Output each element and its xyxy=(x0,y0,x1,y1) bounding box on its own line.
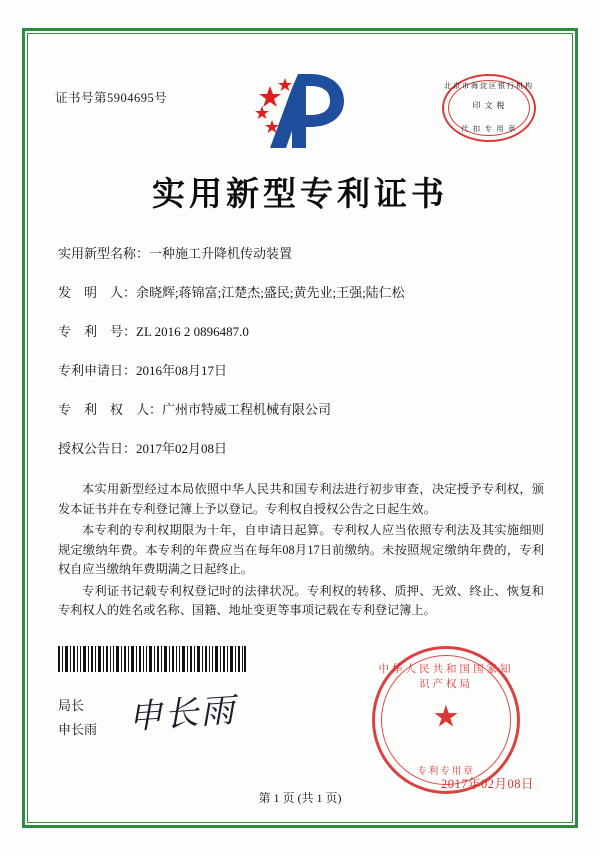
patent-p-emblem xyxy=(240,68,360,154)
field-row-patentee xyxy=(58,400,546,420)
field-row-filing-date xyxy=(58,361,546,381)
seal-top-line1: 北京市海淀区银行机构 xyxy=(444,82,534,90)
legal-body-text xyxy=(58,480,544,623)
star-icon: ★ xyxy=(432,700,460,734)
seal-main-arc-top: 中华人民共和国国家知识产权局 xyxy=(378,664,514,690)
field-value-patent-no: ZL 2016 2 0896487.0 xyxy=(136,324,249,339)
field-label-inventors: 发 明 人： xyxy=(58,285,137,300)
seal-date: 2017年02月08日 xyxy=(440,777,534,791)
field-label-patentee: 专 利 权 人： xyxy=(58,402,163,417)
director-block xyxy=(58,694,97,742)
field-label-grant-date: 授权公告日： xyxy=(58,441,137,456)
field-label-filing-date: 专利申请日： xyxy=(58,363,137,378)
legal-paragraph-2: 本专利的专利权期限为十年，自申请日起算。专利权人应当依照专利法及其实施细则规定缴纳年费。本专利的年费应当在每年08月17日前缴纳。未按照规定缴纳年费的，专利权自应当缴纳年费期满之日起终止。 xyxy=(58,523,544,576)
tax-office-seal xyxy=(442,74,536,142)
field-row-grant-date xyxy=(58,439,546,459)
field-value-name: 一种施工升降机传动装置 xyxy=(149,246,293,261)
field-label-patent-no: 专 利 号： xyxy=(58,324,137,339)
page-footer: 第 1 页 (共 1 页) xyxy=(258,791,342,805)
director-name: 申长雨 xyxy=(58,722,98,737)
field-value-grant-date: 2017年02月08日 xyxy=(136,441,228,456)
field-value-patentee: 广州市特威工程机械有限公司 xyxy=(162,402,332,417)
seal-main-arc-bottom: 专利专用章 xyxy=(417,767,475,777)
director-label: 局长 xyxy=(58,698,85,713)
field-value-filing-date: 2016年08月17日 xyxy=(136,363,228,378)
seal-top-line3: 代 扣 专 用 章 xyxy=(461,125,517,133)
field-value-inventors: 余晓辉;蒋锦富;江楚杰;盛民;黄先业;王强;陆仁松 xyxy=(136,285,405,300)
field-label-name: 实用新型名称： xyxy=(58,246,150,261)
handwritten-signature: 申长雨 xyxy=(127,692,238,737)
legal-paragraph-1: 本实用新型经过本局依照中华人民共和国专利法进行初步审查，决定授予专利权，颁发本证书并在专利登记簿上予以登记。专利权自授权公告之日起生效。 xyxy=(58,482,544,516)
barcode xyxy=(58,646,246,672)
field-list xyxy=(58,244,546,478)
official-round-seal xyxy=(372,646,520,794)
legal-paragraph-3: 专利证书记载专利权登记时的法律状况。专利权的转移、质押、无效、终止、恢复和专利权人的姓名或名称、国籍、地址变更等事项记载在专利登记簿上。 xyxy=(58,583,544,617)
field-row-name xyxy=(58,244,546,264)
certificate-number: 证书号第5904695号 xyxy=(55,91,168,105)
field-row-patent-no xyxy=(58,322,546,342)
page-title: 实用新型专利证书 xyxy=(152,177,448,213)
seal-top-line2: 印 文 税 xyxy=(472,101,506,110)
field-row-inventors xyxy=(58,283,546,303)
certificate-content xyxy=(40,46,560,810)
